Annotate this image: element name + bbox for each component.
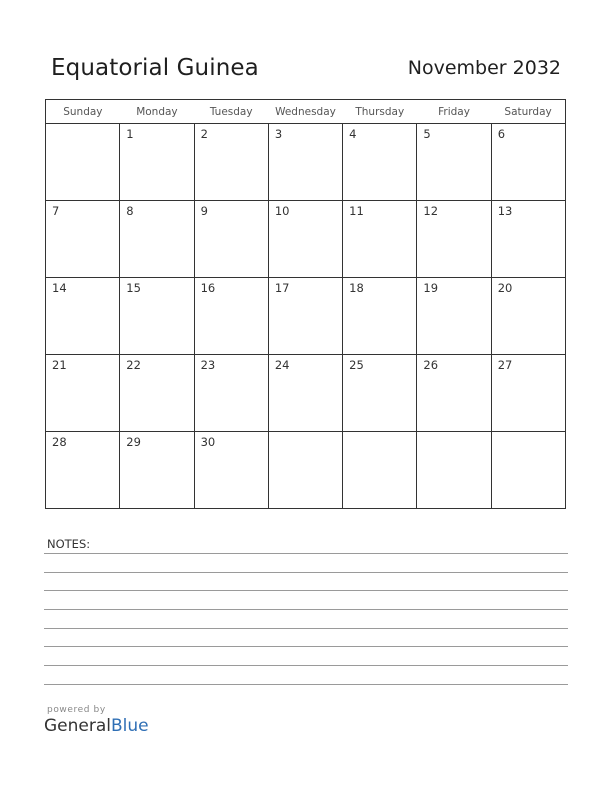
- day-number: 14: [52, 281, 67, 295]
- note-line: [44, 628, 568, 629]
- day-cell[interactable]: [46, 432, 120, 509]
- day-number: 13: [497, 204, 513, 218]
- brand-logo[interactable]: [44, 716, 149, 736]
- day-cell[interactable]: [417, 432, 491, 509]
- day-number: 29: [126, 435, 141, 449]
- weekday-header-row: [46, 100, 566, 124]
- note-line: [44, 553, 568, 554]
- day-cell[interactable]: [268, 124, 342, 201]
- month-year-title: November 2032: [407, 57, 561, 79]
- day-cell[interactable]: [491, 432, 565, 509]
- day-number: 25: [349, 358, 364, 372]
- powered-by-text: powered by: [47, 705, 106, 715]
- day-cell[interactable]: [417, 201, 491, 278]
- day-cell[interactable]: [417, 355, 491, 432]
- day-number: 19: [423, 281, 439, 295]
- day-cell[interactable]: [491, 355, 565, 432]
- day-cell[interactable]: [46, 201, 120, 278]
- brand-blue-text: Blue: [111, 716, 149, 736]
- day-number: 11: [349, 204, 364, 218]
- day-number: 20: [497, 281, 513, 295]
- day-number: 21: [52, 358, 67, 372]
- week-row: [46, 432, 566, 509]
- day-cell[interactable]: [268, 355, 342, 432]
- brand-general-text: General: [44, 716, 111, 736]
- day-number: 5: [423, 127, 431, 141]
- day-number: 3: [274, 127, 283, 141]
- day-number: 24: [274, 358, 290, 372]
- day-cell[interactable]: [120, 355, 194, 432]
- note-line: [44, 646, 568, 647]
- day-number: 6: [497, 127, 506, 141]
- notes-label: NOTES:: [47, 537, 91, 551]
- day-number: 22: [126, 358, 141, 372]
- day-cell[interactable]: [268, 201, 342, 278]
- day-number: 12: [423, 204, 439, 218]
- day-cell[interactable]: [120, 201, 194, 278]
- week-row: [46, 278, 566, 355]
- day-cell[interactable]: [343, 355, 417, 432]
- weekday-thursday: Thursday: [343, 100, 417, 124]
- day-cell[interactable]: [268, 432, 342, 509]
- day-cell[interactable]: [194, 432, 268, 509]
- day-number: [417, 432, 490, 435]
- day-cell[interactable]: [194, 355, 268, 432]
- day-number: 9: [200, 204, 208, 218]
- day-cell[interactable]: [491, 124, 565, 201]
- day-number: 18: [349, 281, 364, 295]
- note-line: [44, 590, 568, 591]
- day-number: 16: [200, 281, 216, 295]
- weekday-wednesday: Wednesday: [268, 100, 342, 124]
- day-cell[interactable]: [120, 278, 194, 355]
- day-cell[interactable]: [491, 201, 565, 278]
- weekday-saturday: Saturday: [491, 100, 565, 124]
- weekday-friday: Friday: [417, 100, 491, 124]
- day-number: 7: [52, 204, 60, 218]
- day-cell[interactable]: [343, 432, 417, 509]
- day-number: 2: [200, 127, 208, 141]
- calendar-grid: [45, 99, 566, 509]
- day-cell[interactable]: [343, 201, 417, 278]
- day-number: [269, 432, 342, 435]
- day-cell[interactable]: [120, 432, 194, 509]
- day-cell[interactable]: [46, 124, 120, 201]
- day-cell[interactable]: [120, 124, 194, 201]
- note-line: [44, 572, 568, 573]
- note-line: [44, 665, 568, 666]
- day-number: [492, 432, 565, 435]
- day-cell[interactable]: [46, 355, 120, 432]
- day-cell[interactable]: [417, 278, 491, 355]
- country-title: Equatorial Guinea: [51, 55, 259, 81]
- day-number: 10: [274, 204, 290, 218]
- day-number: 1: [126, 127, 134, 141]
- day-cell[interactable]: [491, 278, 565, 355]
- week-row: [46, 201, 566, 278]
- week-row: [46, 355, 566, 432]
- day-number: 28: [52, 435, 67, 449]
- day-number: 23: [200, 358, 216, 372]
- weekday-sunday: Sunday: [46, 100, 120, 124]
- weekday-tuesday: Tuesday: [194, 100, 268, 124]
- day-number: 27: [497, 358, 513, 372]
- day-number: 26: [423, 358, 439, 372]
- note-line: [44, 609, 568, 610]
- day-number: 4: [349, 127, 357, 141]
- day-number: [343, 432, 416, 435]
- day-cell[interactable]: [417, 124, 491, 201]
- day-number: 15: [126, 281, 141, 295]
- day-number: 30: [200, 435, 216, 449]
- day-number: 8: [126, 204, 134, 218]
- day-cell[interactable]: [343, 278, 417, 355]
- day-cell[interactable]: [194, 278, 268, 355]
- day-cell[interactable]: [194, 201, 268, 278]
- weekday-monday: Monday: [120, 100, 194, 124]
- day-cell[interactable]: [194, 124, 268, 201]
- day-cell[interactable]: [343, 124, 417, 201]
- day-number: 17: [274, 281, 290, 295]
- day-cell[interactable]: [46, 278, 120, 355]
- day-number: [46, 124, 119, 127]
- week-row: [46, 124, 566, 201]
- note-line: [44, 684, 568, 685]
- day-cell[interactable]: [268, 278, 342, 355]
